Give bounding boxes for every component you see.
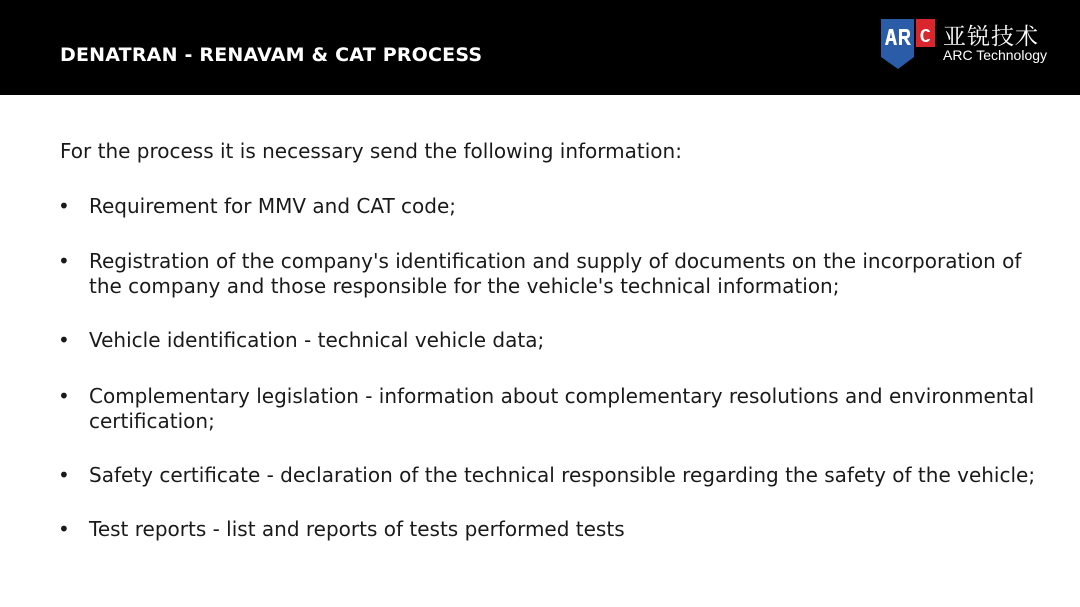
bullet-text: Complementary legislation - information about complementary resolutions and environmental (89, 384, 1035, 408)
bullet-icon: • (58, 249, 70, 273)
bullet-icon: • (58, 517, 70, 541)
arc-logo-icon (880, 17, 936, 69)
slide-title: DENATRAN - RENAVAM & CAT PROCESS (60, 44, 483, 66)
bullet-text: Requirement for MMV and CAT code; (89, 194, 457, 218)
list-item (58, 249, 1023, 299)
list-item (58, 517, 1023, 542)
bullet-text: Registration of the company's identification and supply of documents on the incorporation of (89, 249, 1022, 273)
list-item (58, 194, 1023, 219)
bullet-icon: • (58, 328, 70, 352)
bullet-text: Safety certificate - declaration of the technical responsible regarding the safety of the vehicle; (89, 463, 1036, 487)
list-item (58, 384, 1035, 434)
header-bar (0, 0, 1080, 95)
bullet-icon: • (58, 194, 70, 218)
logo-chinese-name: 亚锐技术 (943, 24, 1039, 50)
bullet-icon: • (58, 463, 70, 487)
list-item (58, 328, 1023, 353)
logo-english-name: ARC Technology (943, 47, 1048, 63)
bullet-text: Test reports - list and reports of tests performed tests (89, 517, 625, 541)
bullet-text-continued: certification; (89, 409, 215, 433)
bullet-icon: • (58, 384, 70, 408)
bullet-text: Vehicle identification - technical vehicle data; (89, 328, 545, 352)
bullet-text-continued: the company and those responsible for the vehicle's technical information; (89, 274, 840, 298)
list-item (58, 463, 1036, 488)
intro-text: For the process it is necessary send the following information: (60, 139, 682, 163)
